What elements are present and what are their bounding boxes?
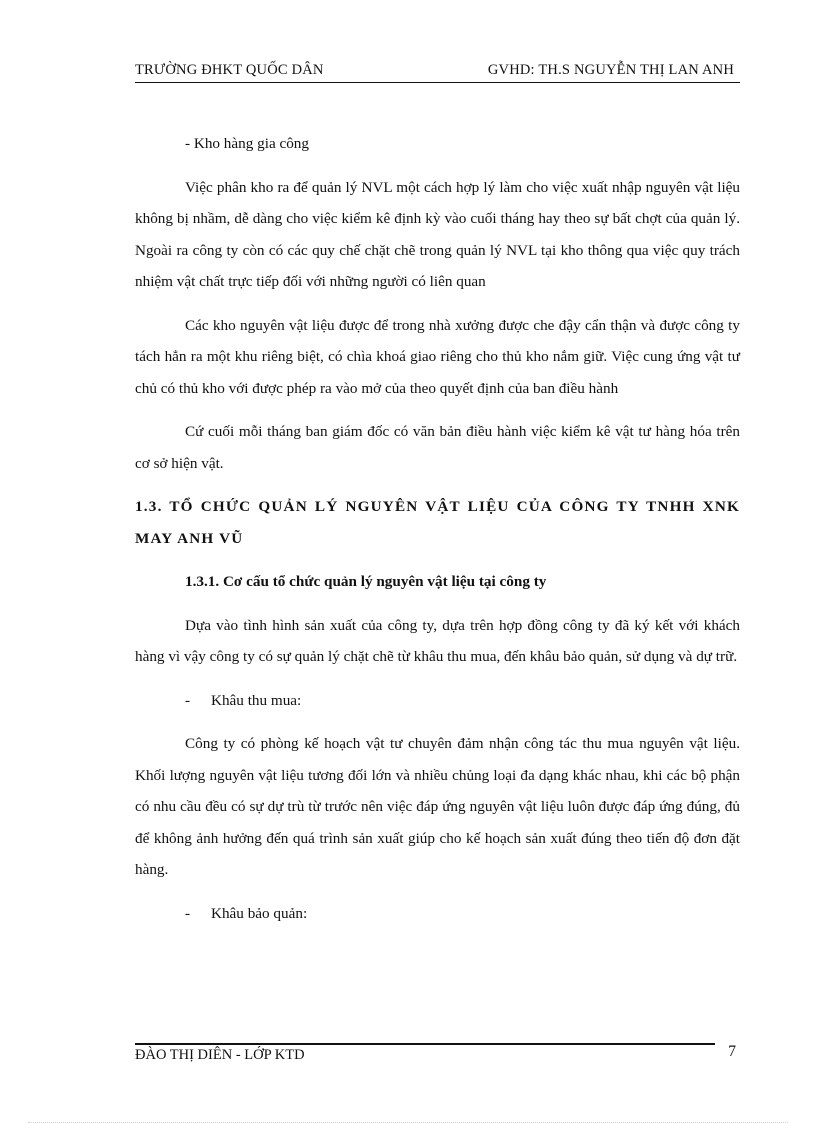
page-footer — [135, 1043, 740, 1069]
list-item-bao-quan-label: Khâu bảo quản: — [211, 904, 308, 922]
page-content — [135, 128, 740, 941]
paragraph-2: Các kho nguyên vật liệu được để trong nhà xưởng được che đậy cẩn thận và được công ty tách hẳn ra một khu riêng biệt, có chìa khoá giao riêng cho thủ kho nắm giữ. Việc cung ứng vật tư chủ có thủ kho với được phép ra vào mở của theo quyết định của ban điều hành — [135, 316, 740, 397]
footer-rule — [135, 1043, 715, 1045]
list-item-bao-quan — [185, 898, 740, 930]
section-heading: 1.3. TỔ CHỨC QUẢN LÝ NGUYÊN VẬT LIỆU CỦA CÔNG TY TNHH XNK MAY ANH VŨ — [135, 498, 740, 547]
paragraph-5: Công ty có phòng kế hoạch vật tư chuyên đảm nhận công tác thu mua nguyên vật liệu. Khối lượng nguyên vật liệu tương đối lớn và nhiều chủng loại đa dạng khác nhau, khi các bộ phận có nhu cầu đều có sự dự trù từ trước nên việc đáp ứng nguyên vật liệu luôn được đáp ứng đúng, đủ để không ảnh hưởng đến quá trình sản xuất giúp cho kế hoạch sản xuất đúng theo tiến độ đơn đặt hàng. — [135, 735, 740, 878]
paragraph-3: Cứ cuối mỗi tháng ban giám đốc có văn bản điều hành việc kiểm kê vật tư hàng hóa trên cơ sở hiện vật. — [135, 423, 740, 472]
paragraph-1: Việc phân kho ra để quản lý NVL một cách hợp lý làm cho việc xuất nhập nguyên vật liệu không bị nhầm, dễ dàng cho việc kiểm kê định kỳ vào cuối tháng hay theo sự bất chợt của quản lý. Ngoài ra công ty còn có các quy chế chặt chẽ trong quản lý NVL tại kho thông qua việc quy trách nhiệm vật chất trực tiếp đối với những người có liên quan — [135, 178, 740, 290]
page-number: 7 — [728, 1043, 736, 1060]
list-dash: - — [185, 904, 191, 922]
header-rule — [135, 82, 740, 83]
list-item-thu-mua — [185, 685, 740, 717]
page-header — [135, 60, 740, 82]
footer-author: ĐÀO THỊ DIÊN - LỚP KTD — [135, 1047, 305, 1063]
header-school: TRƯỜNG ĐHKT QUỐC DÂN — [135, 62, 324, 78]
list-item-thu-mua-label: Khâu thu mua: — [211, 691, 302, 709]
header-supervisor: GVHD: TH.S NGUYỄN THỊ LAN ANH — [487, 62, 734, 78]
subsection-heading: 1.3.1. Cơ cấu tổ chức quản lý nguyên vật liệu tại công ty — [185, 573, 547, 590]
paragraph-4: Dựa vào tình hình sản xuất của công ty, dựa trên hợp đồng công ty đã ký kết với khách hàng vì vậy công ty có sự quản lý chặt chẽ từ khâu thu mua, đến khâu bảo quản, sử dụng và dự trữ. — [135, 616, 740, 665]
kho-hang-item: - Kho hàng gia công — [185, 135, 309, 152]
list-dash: - — [185, 691, 191, 709]
